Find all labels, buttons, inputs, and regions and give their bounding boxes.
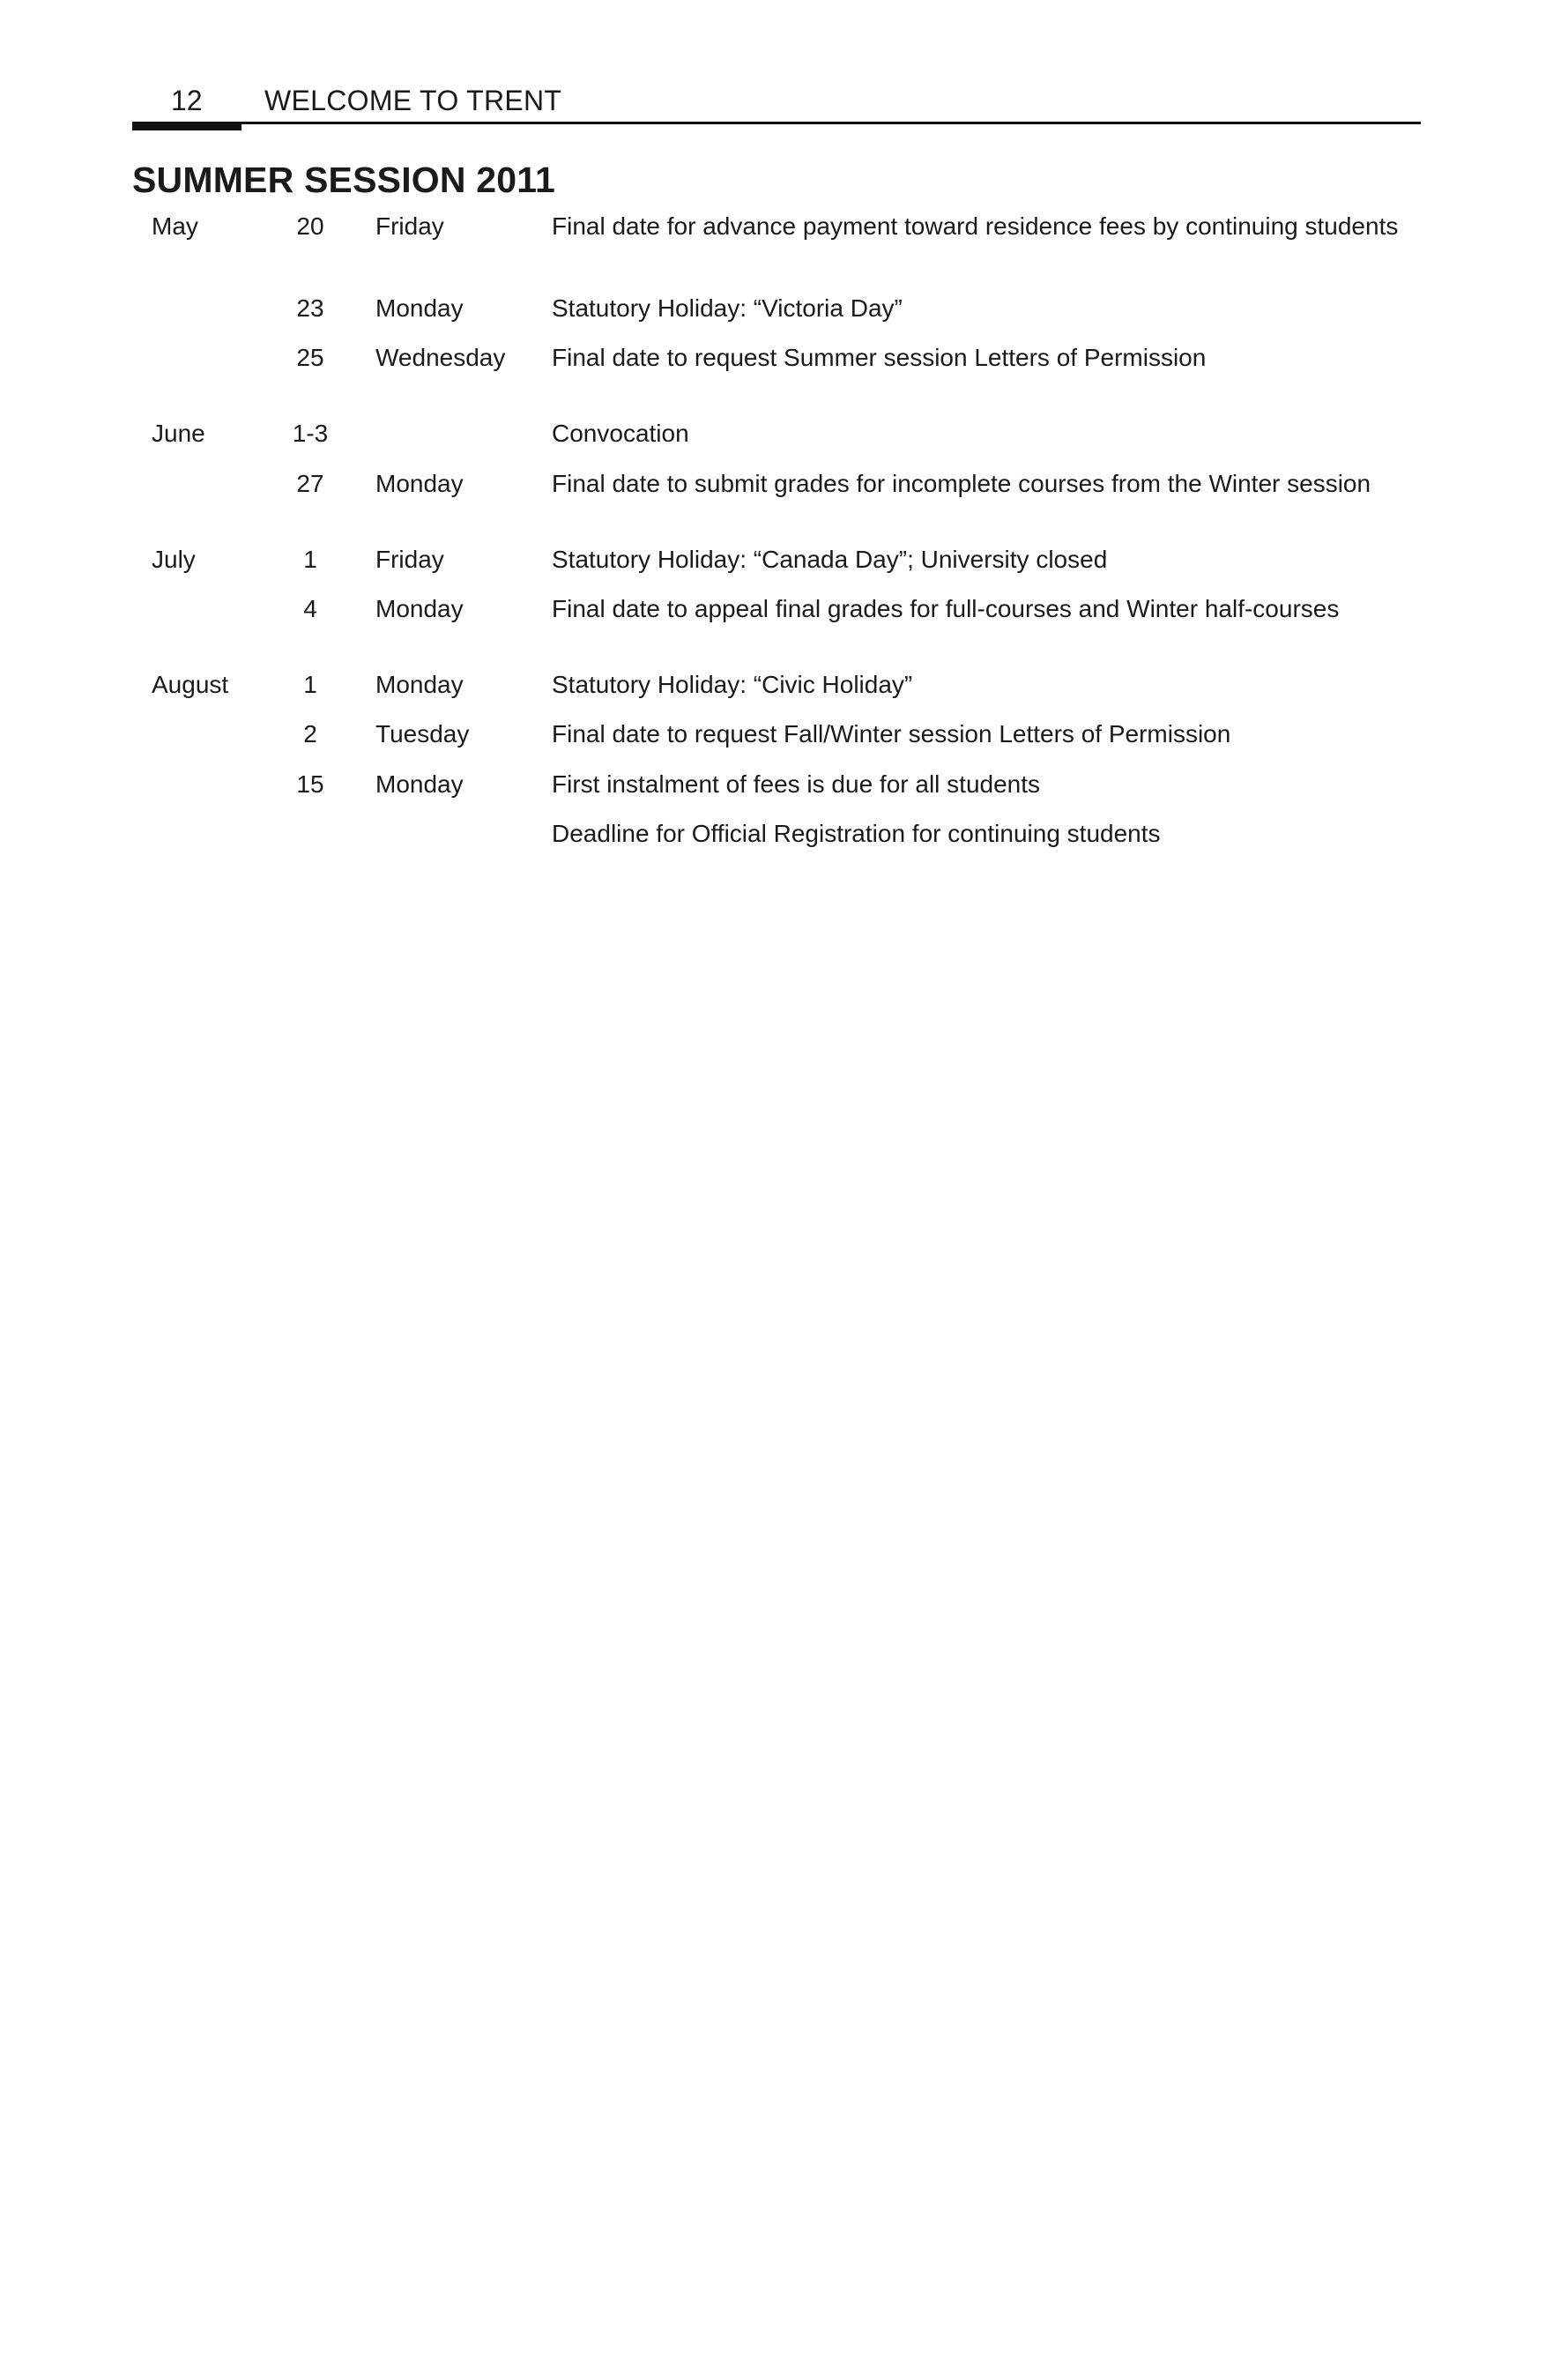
weekday-cell: Monday: [375, 595, 464, 622]
date-cell: 1-3: [292, 420, 329, 447]
date-cell: 23: [296, 294, 324, 322]
date-cell: 4: [303, 595, 317, 622]
month-cell: July: [152, 546, 196, 573]
month-cell: May: [152, 212, 198, 240]
weekday-cell: Wednesday: [375, 344, 506, 371]
date-cell: 1: [303, 671, 317, 698]
weekday-cell: Friday: [375, 212, 444, 240]
weekday-cell: Friday: [375, 546, 444, 573]
date-cell: 1: [303, 546, 317, 573]
event-cell: Statutory Holiday: “Canada Day”; University closed: [552, 546, 1108, 573]
month-cell: August: [152, 671, 229, 698]
weekday-cell: Monday: [375, 671, 464, 698]
event-cell: Final date to request Summer session Letters of Permission: [552, 344, 1207, 371]
date-cell: 27: [296, 470, 324, 497]
calendar-row: [0, 591, 1553, 627]
weekday-cell: Monday: [375, 470, 464, 497]
calendar-row: [0, 667, 1553, 703]
date-cell: 25: [296, 344, 324, 371]
event-cell: Final date for advance payment toward residence fees by continuing students: [552, 212, 1399, 240]
calendar-row: [0, 767, 1553, 802]
date-cell: 15: [296, 770, 324, 798]
event-cell: First instalment of fees is due for all students: [552, 770, 1041, 798]
page-number: 12: [171, 85, 203, 116]
calendar-row: [0, 816, 1553, 852]
weekday-cell: Tuesday: [375, 720, 470, 747]
event-cell: Final date to appeal final grades for full-courses and Winter half-courses: [552, 595, 1340, 622]
event-cell: Deadline for Official Registration for continuing students: [552, 820, 1161, 847]
event-cell: Statutory Holiday: “Civic Holiday”: [552, 671, 913, 698]
event-cell: Statutory Holiday: “Victoria Day”: [552, 294, 903, 322]
calendar-row: [0, 209, 1553, 244]
date-cell: 20: [296, 212, 324, 240]
calendar-row: [0, 542, 1553, 577]
weekday-cell: Monday: [375, 770, 464, 798]
weekday-cell: Monday: [375, 294, 464, 322]
event-cell: Final date to submit grades for incomplete courses from the Winter session: [552, 470, 1371, 497]
calendar-row: [0, 291, 1553, 326]
calendar-row: [0, 340, 1553, 376]
month-cell: June: [152, 420, 205, 447]
event-cell: Final date to request Fall/Winter session Letters of Permission: [552, 720, 1231, 747]
calendar-row: [0, 466, 1553, 502]
calendar-row: [0, 416, 1553, 451]
section-title: SUMMER SESSION 2011: [132, 160, 556, 200]
running-head: WELCOME TO TRENT: [264, 85, 562, 116]
event-cell: Convocation: [552, 420, 689, 447]
date-cell: 2: [303, 720, 317, 747]
calendar-row: [0, 717, 1553, 752]
